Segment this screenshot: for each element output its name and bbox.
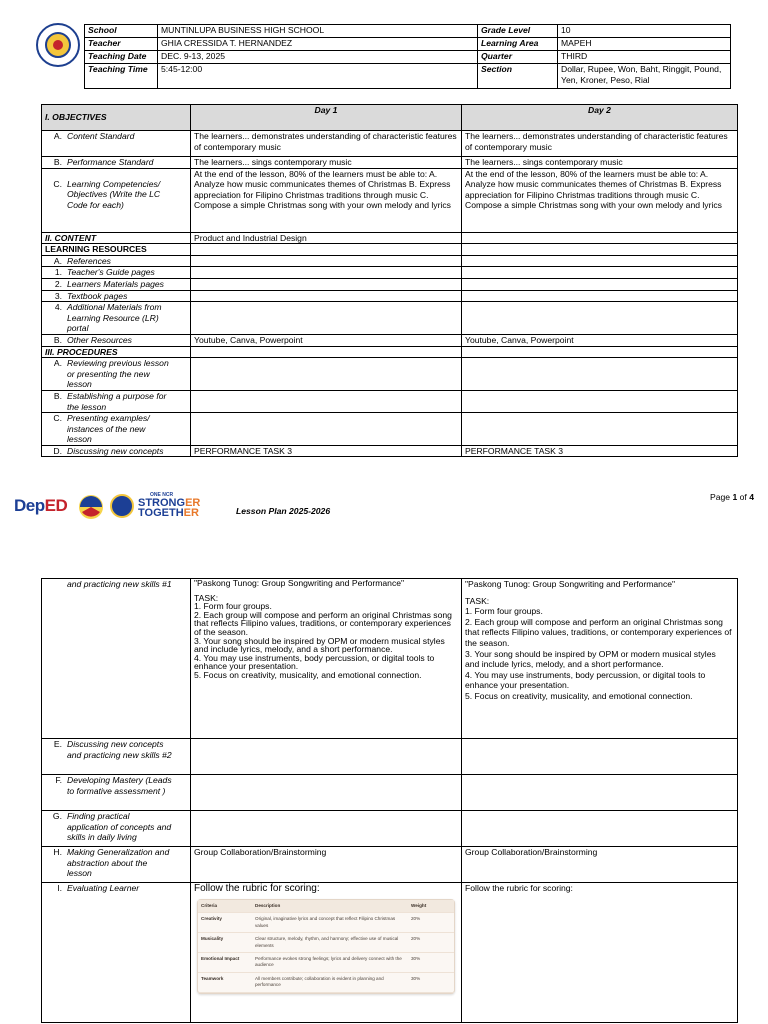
- evaluating-learner-label: I. Evaluating Learner: [42, 883, 191, 1023]
- grade-level-label: Grade Level: [478, 25, 558, 38]
- page-footer: [14, 490, 754, 526]
- quarter-label: Quarter: [478, 51, 558, 64]
- generalization-day1: Group Collaboration/Brainstorming: [191, 847, 462, 883]
- performance-task-day2: [462, 579, 738, 739]
- teachers-guide-label: 1. Teacher's Guide pages: [42, 267, 191, 279]
- task-title-day2: "Paskong Tunog: Group Songwriting and Performance": [465, 579, 676, 589]
- discussing-concepts-day1: PERFORMANCE TASK 3: [191, 445, 462, 457]
- lesson-plan-table-page-2: [41, 578, 738, 1023]
- other-resources-day1: Youtube, Canva, Powerpoint: [191, 334, 462, 346]
- day1-heading: Day 1: [191, 105, 462, 131]
- task-title-day1: "Paskong Tunog: Group Songwriting and Performance": [194, 578, 405, 588]
- rubric-row: Creativity Original, imaginative lyrics and concept that reflect Filipino Christmas values 20%: [198, 913, 454, 933]
- rubric-instruction-day1: Follow the rubric for scoring:: [194, 883, 320, 894]
- lesson-plan-table-page-1: [41, 104, 738, 457]
- task-body-day1: TASK: 1. Form four groups. 2. Each group will compose and perform an original Christmas song that reflects Filipino values, traditions, or contemporary experiences of the season. 3. Your song should be inspired by OPM or modern musical styles and include lyrics, melody, and a short performance. 4. You may use instruments, body percussion, or digital tools to enhance your presentation. 5. Focus on creativity, musicality, and emotional connection.: [194, 592, 452, 680]
- school-value: MUNTINLUPA BUSINESS HIGH SCHOOL: [158, 25, 478, 38]
- additional-materials-label: 4. Additional Materials from Learning Resource (LR) portal: [42, 302, 191, 335]
- teacher-label: Teacher: [85, 38, 158, 51]
- lesson-plan-year: Lesson Plan 2025-2026: [236, 506, 331, 516]
- learning-competencies-day2: At the end of the lesson, 80% of the learners must be able to: A. Analyze how music communicates themes of Christmas B. Express appreciation for Filipino Christmas traditions through music C. Compose a simple Christmas song with your own melody and lyrics: [462, 168, 738, 232]
- teaching-date-value: DEC. 9-13, 2025: [158, 51, 478, 64]
- bagong-pilipinas-logo: [78, 494, 104, 520]
- content-day1: Product and Industrial Design: [191, 232, 462, 244]
- quarter-value: THIRD: [558, 51, 731, 64]
- teaching-time-label: Teaching Time: [85, 64, 158, 89]
- day2-heading: Day 2: [462, 105, 738, 131]
- rubric-header-criteria: Criteria: [198, 900, 252, 913]
- generalization-label: H. Making Generalization and abstraction about the lesson: [42, 847, 191, 883]
- scoring-rubric: [197, 899, 455, 994]
- stronger-together-logo: ONE NCR STRONGER TOGETHER: [138, 492, 201, 519]
- lesson-plan-page-2: [0, 578, 768, 1024]
- page-number: Page 1 of 4: [710, 492, 754, 502]
- learning-resources-day1: [191, 244, 462, 256]
- performance-task-day1: [191, 579, 462, 739]
- learning-competencies-day1: At the end of the lesson, 80% of the learners must be able to: A. Analyze how music communicates themes of Christmas B. Express appreciation for Filipino Christmas traditions through music C. Compose a simple Christmas song with your own melody and lyrics: [191, 168, 462, 232]
- header-info-table: [84, 24, 731, 89]
- learning-resources-day2: [462, 244, 738, 256]
- learners-materials-label: 2. Learners Materials pages: [42, 278, 191, 290]
- task-body-day2: TASK: 1. Form four groups. 2. Each group will compose and perform an original Christmas song that reflects Filipino values, traditions, or contemporary experiences of the season. 3. Your song should be inspired by OPM or modern musical styles and include lyrics, melody, and a short performance. 4. You may use instruments, body percussion, or digital tools to enhance your presentation. 5. Focus on creativity, musicality, and emotional connection.: [465, 595, 732, 701]
- objectives-heading: I. OBJECTIVES: [42, 105, 191, 131]
- content-day2: [462, 232, 738, 244]
- presenting-examples-label: C. Presenting examples/ instances of the new lesson: [42, 413, 191, 446]
- evaluating-learner-day2: Follow the rubric for scoring:: [462, 883, 738, 1023]
- content-standard-day2: The learners... demonstrates understanding of characteristic features of contemporary music: [462, 131, 738, 157]
- teacher-value: GHIA CRESSIDA T. HERNANDEZ: [158, 38, 478, 51]
- rubric-row: Emotional Impact Performance evokes strong feelings; lyrics and delivery connect with the audience 30%: [198, 953, 454, 973]
- other-resources-day2: Youtube, Canva, Powerpoint: [462, 334, 738, 346]
- section-value: Dollar, Rupee, Won, Baht, Ringgit, Pound, Yen, Kroner, Peso, Rial: [558, 64, 731, 89]
- content-heading: II. CONTENT: [42, 232, 191, 244]
- page-gap: [0, 530, 768, 578]
- performance-standard-day1: The learners... sings contemporary music: [191, 157, 462, 169]
- performance-standard-day2: The learners... sings contemporary music: [462, 157, 738, 169]
- references-label: A. References: [42, 255, 191, 267]
- content-standard-day1: The learners... demonstrates understanding of characteristic features of contemporary music: [191, 131, 462, 157]
- section-label: Section: [478, 64, 558, 89]
- other-resources-label: B. Other Resources: [42, 334, 191, 346]
- deped-seal-logo: [36, 23, 80, 67]
- ncr-seal-logo: [110, 494, 134, 518]
- discussing-concepts-label: D. Discussing new concepts: [42, 445, 191, 457]
- learning-competencies-label: C. Learning Competencies/ Objectives (Write the LC Code for each): [42, 168, 191, 232]
- teaching-time-value: 5:45-12:00: [158, 64, 478, 89]
- teaching-date-label: Teaching Date: [85, 51, 158, 64]
- rubric-row: Musicality Clear structure, melody, rhythm, and harmony; effective use of musical elements 20%: [198, 933, 454, 953]
- establishing-purpose-label: B. Establishing a purpose for the lesson: [42, 390, 191, 412]
- learning-area-value: MAPEH: [558, 38, 731, 51]
- learning-resources-heading: LEARNING RESOURCES: [42, 244, 191, 256]
- generalization-day2: Group Collaboration/Brainstorming: [462, 847, 738, 883]
- developing-mastery-label: F. Developing Mastery (Leads to formative assessment ): [42, 775, 191, 811]
- school-label: School: [85, 25, 158, 38]
- content-standard-label: A. Content Standard: [42, 131, 191, 157]
- grade-level-value: 10: [558, 25, 731, 38]
- deped-logo: DepED: [14, 496, 68, 515]
- reviewing-lesson-label: A. Reviewing previous lesson or presenting the new lesson: [42, 358, 191, 391]
- discussing-concepts-cont-label: and practicing new skills #1: [42, 579, 191, 739]
- evaluating-learner-day1: [191, 883, 462, 1023]
- rubric-header-weight: Weight: [408, 900, 454, 913]
- discussing-concepts-2-label: E. Discussing new concepts and practicing new skills #2: [42, 739, 191, 775]
- rubric-header-description: Description: [252, 900, 408, 913]
- rubric-row: Teamwork All members contribute; collaboration is evident in planning and performance 30%: [198, 972, 454, 992]
- discussing-concepts-day2: PERFORMANCE TASK 3: [462, 445, 738, 457]
- performance-standard-label: B. Performance Standard: [42, 157, 191, 169]
- procedures-heading: III. PROCEDURES: [42, 346, 191, 358]
- practical-application-label: G. Finding practical application of concepts and skills in daily living: [42, 811, 191, 847]
- textbook-pages-label: 3. Textbook pages: [42, 290, 191, 302]
- learning-area-label: Learning Area: [478, 38, 558, 51]
